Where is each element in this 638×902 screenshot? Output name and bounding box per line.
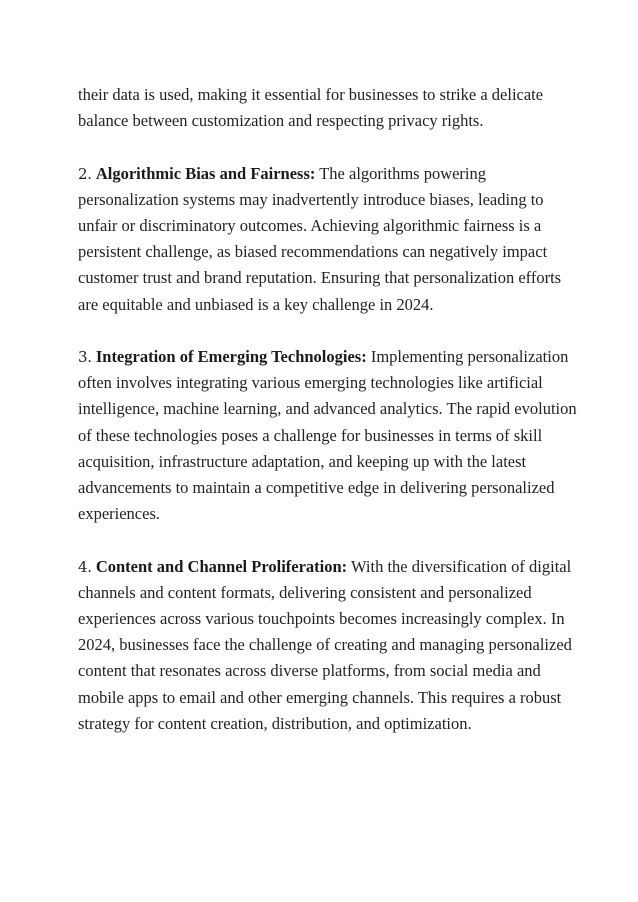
item-body: With the diversification of digital channels and content formats, delivering consistent and personalized experiences across various touchpoints becomes increasingly complex. In 2024, businesses face the challenge of creating and managing personalized content that resonates across diverse platforms, from social media and mobile apps to email and other emerging channels. This requires a robust strategy for content creation, distribution, and optimization. — [78, 556, 572, 733]
intro-paragraph: their data is used, making it essential for businesses to strike a delicate balance between customization and respecting privacy rights. — [78, 85, 544, 131]
item-body: The algorithms powering personalization systems may inadvertently introduce biases, leading to unfair or discriminatory outcomes. Achieving algorithmic fairness is a persistent challenge, as biased recommendations can negatively impact customer trust and brand reputation. Ensuring that personalization efforts are equitable and unbiased is a key challenge in 2024. — [78, 163, 562, 314]
item-number: 3. — [78, 348, 92, 366]
item-heading: Integration of Emerging Technologies: — [95, 347, 367, 366]
item-body: Implementing personalization often involves integrating various emerging technologies like artificial intelligence, machine learning, and advanced analytics. The rapid evolution of these technologies poses a challenge for businesses in terms of skill acquisition, infrastructure adaptation, and keeping up with the latest advancements to maintain a competitive edge in delivering personalized experiences. — [78, 347, 577, 524]
list-item-content-proliferation — [78, 554, 578, 737]
document-body — [78, 82, 578, 763]
item-heading: Content and Channel Proliferation: — [95, 556, 348, 576]
item-number: 4. — [78, 557, 92, 576]
list-item-emerging-technologies — [78, 344, 578, 527]
item-number: 2. — [78, 164, 92, 183]
list-item-algorithmic-bias — [78, 161, 578, 318]
item-heading: Algorithmic Bias and Fairness: — [95, 163, 316, 183]
